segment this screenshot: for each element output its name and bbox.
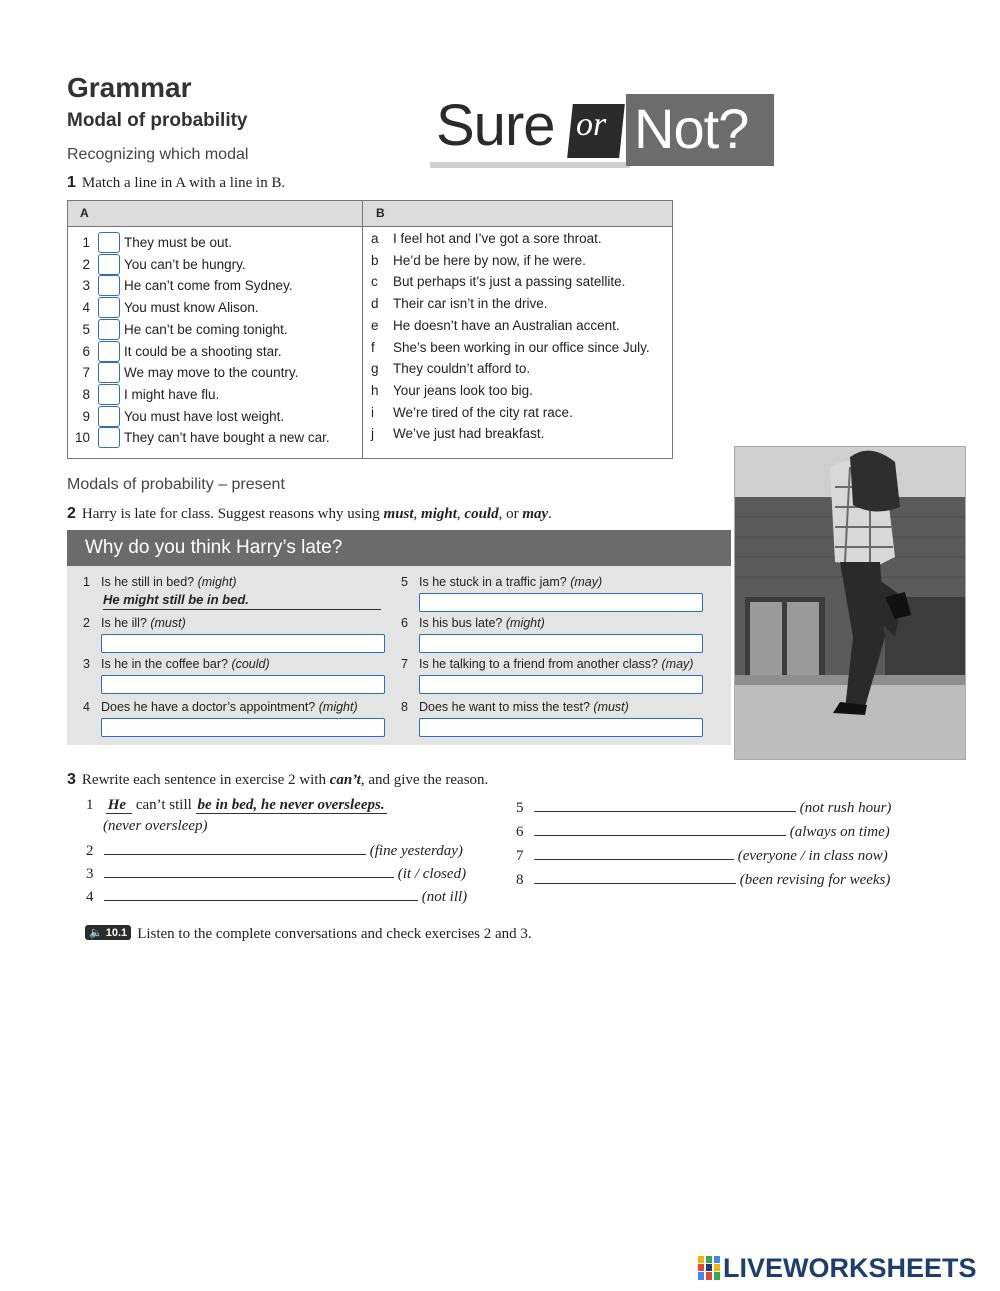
match-answer-box[interactable] [98,232,120,253]
row-letter: h [371,382,379,398]
rewrite-answer-line[interactable] [534,845,734,860]
match-row-a [68,384,362,406]
rewrite-answer-line[interactable] [104,886,418,901]
sentence-b: They couldn’t afford to. [393,361,531,377]
row-letter: j [371,426,374,442]
sentence-b: We’re tired of the city rat race. [393,404,573,420]
match-answer-box[interactable] [98,384,120,405]
match-row-b [371,253,671,275]
rewrite-answer-line[interactable] [104,863,394,878]
sentence-b: He’d be here by now, if he were. [393,252,586,268]
match-answer-box[interactable] [98,275,120,296]
page-subtitle: Modal of probability [67,110,248,131]
sentence-a: I might have flu. [124,386,220,402]
match-row-b [371,361,671,383]
question: 4 Does he have a doctor’s appointment? (might) [83,700,358,714]
sentence-b: But perhaps it’s just a passing satellite. [393,274,626,290]
rewrite-item: 6 (always on time) [516,821,890,841]
match-answer-box[interactable] [98,341,120,362]
row-letter: g [371,361,379,377]
match-answer-box[interactable] [98,406,120,427]
rewrite-answer-line[interactable] [534,869,736,884]
match-row-b [371,426,671,448]
question: 5 Is he stuck in a traffic jam? (may) [401,575,603,589]
audio-instruction: 🔈 10.1 Listen to the complete conversations and check exercises 2 and 3. [85,925,532,943]
running-student-photo [734,446,966,760]
sentence-b: Their car isn’t in the drive. [393,296,548,312]
column-b-header: B [376,206,385,220]
sentence-a: You must have lost weight. [124,408,285,424]
row-number: 6 [82,343,90,359]
match-row-b [371,383,671,405]
row-number: 2 [82,256,90,272]
row-number: 8 [82,386,90,402]
sentence-a: We may move to the country. [124,365,299,381]
answer-input[interactable] [101,675,385,694]
exercise3-example: 1 He can’t still be in bed, he never oversleeps. [86,797,385,813]
answer-input[interactable] [101,718,385,737]
sentence-b: We’ve just had breakfast. [393,426,545,442]
match-row-a [68,254,362,276]
match-row-a [68,275,362,297]
match-row-a [68,297,362,319]
sentence-b: He doesn’t have an Australian accent. [393,317,620,333]
answer-input[interactable] [101,634,385,653]
section-heading-present: Modals of probability – present [67,476,285,493]
page-title: Grammar [67,72,192,103]
section-heading-recognizing: Recognizing which modal [67,146,249,163]
match-row-b [371,231,671,253]
match-row-a [68,427,362,449]
answer-input[interactable] [419,593,703,612]
sentence-a: It could be a shooting star. [124,343,282,359]
match-answer-box[interactable] [98,254,120,275]
match-row-b [371,340,671,362]
sentence-a: They can’t have bought a new car. [124,430,330,446]
row-letter: a [371,231,379,246]
example-answer: He might still be in bed. [103,592,381,610]
rewrite-item: 2 (fine yesterday) [86,840,463,860]
match-row-a [68,406,362,428]
match-row-b [371,296,671,318]
answer-input[interactable] [419,675,703,694]
question: 8 Does he want to miss the test? (must) [401,700,629,714]
row-number: 10 [74,430,90,446]
harry-exercise-box [67,530,731,745]
logo-not-text: Not? [634,97,749,160]
logo-sure-text: Sure [436,93,555,158]
question: 7 Is he talking to a friend from another class? (may) [401,657,694,671]
row-number: 4 [82,300,90,316]
row-letter: d [371,296,379,312]
question: 6 Is his bus late? (might) [401,616,545,630]
exercise2-box-title: Why do you think Harry’s late? [85,537,343,558]
row-number: 7 [82,365,90,381]
sentence-a: He can’t come from Sydney. [124,278,293,294]
rewrite-item: 4 (not ill) [86,886,467,906]
exercise1-instruction: 1 Match a line in A with a line in B. [67,174,286,191]
liveworksheets-watermark: LIVEWORKSHEETS [698,1253,977,1284]
rewrite-item: 3 (it / closed) [86,863,466,883]
row-letter: b [371,252,379,268]
rewrite-item: 7 (everyone / in class now) [516,845,888,865]
match-answer-box[interactable] [98,319,120,340]
row-letter: f [371,339,375,355]
question: 3 Is he in the coffee bar? (could) [83,657,270,671]
answer-input[interactable] [419,634,703,653]
sentence-b: She’s been working in our office since July. [393,339,650,355]
sentence-b: Your jeans look too big. [393,382,533,398]
question: 1 Is he still in bed? (might) [83,575,237,589]
match-row-b [371,274,671,296]
logo-or-text: or [576,106,607,143]
sentence-b: I feel hot and I’ve got a sore throat. [393,231,602,246]
sentence-a: He can’t be coming tonight. [124,321,288,337]
match-row-a [68,362,362,384]
exercise2-instruction: 2 Harry is late for class. Suggest reasons why using must, might, could, or may. [67,505,552,522]
row-number: 3 [82,278,90,294]
sentence-a: They must be out. [124,235,233,250]
sure-or-not-logo [430,92,775,170]
match-row-b [371,318,671,340]
matching-table [67,200,673,459]
rewrite-answer-line[interactable] [104,840,366,855]
row-number: 9 [82,408,90,424]
match-answer-box[interactable] [98,427,120,448]
match-row-a [68,232,362,254]
audio-badge[interactable]: 🔈 10.1 [85,925,131,940]
rewrite-answer-line[interactable] [534,797,796,812]
match-row-a [68,341,362,363]
column-a-header: A [80,206,89,220]
rewrite-item: 8 (been revising for weeks) [516,869,890,889]
match-row-a [68,319,362,341]
exercise3-example-hint: (never oversleep) [103,818,208,834]
rewrite-item: 5 (not rush hour) [516,797,891,817]
liveworksheets-logo-icon [698,1256,720,1280]
sentence-a: You must know Alison. [124,300,259,316]
answer-input[interactable] [419,718,703,737]
rewrite-answer-line[interactable] [534,821,786,836]
row-letter: c [371,274,378,290]
match-answer-box[interactable] [98,362,120,383]
exercise3-instruction: 3 Rewrite each sentence in exercise 2 with can’t, and give the reason. [67,771,489,788]
row-letter: i [371,404,374,420]
row-letter: e [371,317,379,333]
row-number: 1 [82,235,90,250]
match-answer-box[interactable] [98,297,120,318]
question: 2 Is he ill? (must) [83,616,186,630]
sentence-a: You can’t be hungry. [124,256,246,272]
row-number: 5 [82,321,90,337]
match-row-b [371,405,671,427]
